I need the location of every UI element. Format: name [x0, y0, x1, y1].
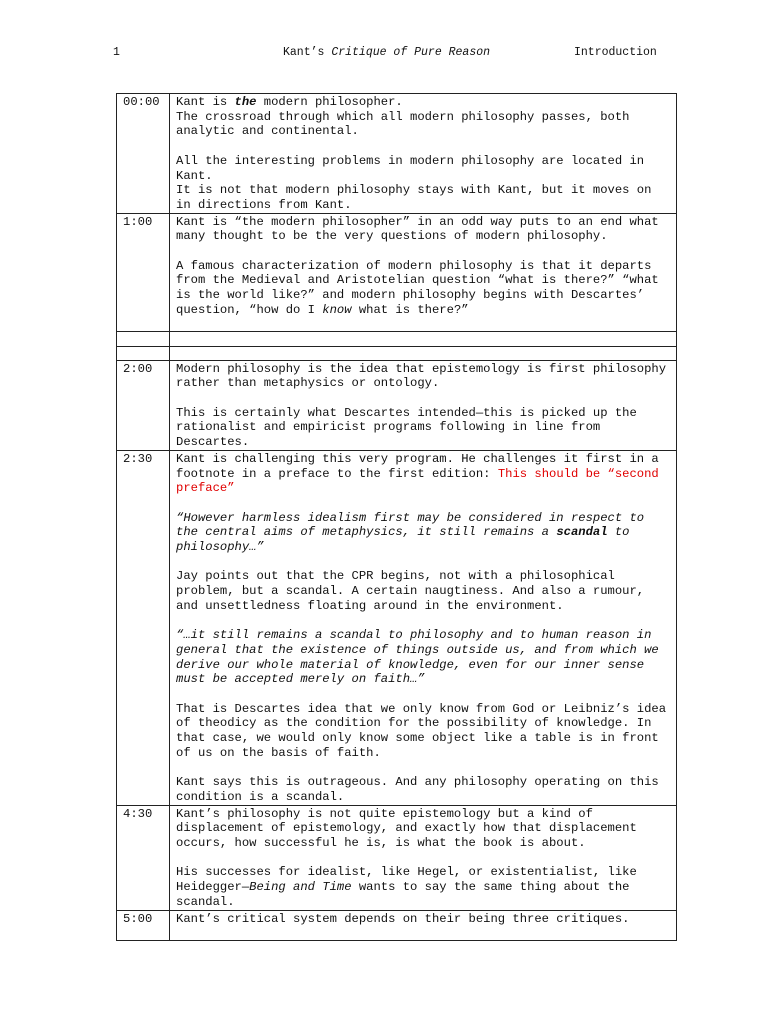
page-number: 1	[113, 46, 120, 59]
section-name: Introduction	[574, 46, 657, 59]
text-run: All the interesting problems in modern philosophy are located in Kant.	[176, 153, 645, 183]
table-row	[117, 450, 677, 805]
text-run: to philosophy…”	[176, 525, 630, 555]
text-run: His successes for idealist, like Hegel, or existentialist, like Heidegger—	[176, 865, 637, 895]
notes-cell	[170, 94, 677, 214]
text-run: Kant is challenging this very program. He challenges it first in a footnote in a preface to the first edition:	[176, 451, 659, 481]
empty-cell	[117, 346, 170, 360]
paragraph: That is Descartes idea that we only know from God or Leibniz’s idea of theodicy as the condition for the possibility of knowledge. In that case, we would only know some object like a table is in front of us on the basis of faith.	[176, 701, 667, 760]
timestamp: 2:00	[117, 360, 170, 450]
empty-row	[117, 331, 677, 346]
emphasis: scandal	[556, 525, 608, 540]
paragraph: Kant’s critical system depends on their being three critiques.	[176, 911, 630, 926]
text-run: modern philosopher.	[256, 95, 403, 109]
paragraph: Kant says this is outrageous. And any philosophy operating on this condition is a scandal.	[176, 775, 659, 804]
paragraph	[176, 865, 670, 909]
title-italic: Critique of Pure Reason	[331, 46, 491, 59]
paragraph: Kant’s philosophy is not quite epistemology but a kind of displacement of epistemology, and exactly how that displacement occurs, how successful he is, is what the book is about.	[176, 806, 637, 851]
page-header	[0, 45, 768, 61]
paragraph	[176, 259, 670, 318]
empty-row	[117, 346, 677, 360]
paragraph: Kant is “the modern philosopher” in an odd way puts to an end what many thought to be the very questions of modern philosophy.	[176, 214, 659, 244]
timestamp: 4:30	[117, 805, 170, 910]
text-run: wants to say the same thing about the scandal.	[176, 880, 630, 909]
paragraph: Modern philosophy is the idea that epistemology is first philosophy rather than metaphysics or ontology.	[176, 361, 667, 391]
empty-cell	[170, 331, 677, 346]
emphasis: know	[322, 302, 352, 317]
table-row	[117, 805, 677, 910]
notes-cell	[170, 450, 677, 805]
text-run: Kant is	[176, 95, 235, 109]
editor-comment: This should be “second preface”	[176, 466, 659, 496]
paragraph: This is certainly what Descartes intended—this is picked up the rationalist and empiricist programs following in line from Descartes.	[176, 405, 637, 450]
paragraph	[176, 452, 670, 496]
table-row	[117, 910, 677, 940]
quotation: “…it still remains a scandal to philosophy and to human reason in general that the existence of things outside us, and from which we derive our whole material of knowledge, even for our inner sense must be accepted merely on faith…”	[176, 628, 659, 687]
text-run: what is there?”	[351, 302, 469, 317]
timestamp: 00:00	[117, 94, 170, 214]
table-row	[117, 360, 677, 450]
text-run: A famous characterization of modern philosophy is that it departs from the Medieval and Aristotelian question “what is there?” “what is the world like?” and modern philosophy begins with Descartes’ question, “how do I	[176, 258, 659, 317]
notes-cell	[170, 910, 677, 940]
paragraph: Jay points out that the CPR begins, not with a philosophical problem, but a scandal. A certain naugtiness. And also a rumour, and unsettledness floating around in the environment.	[176, 569, 645, 613]
empty-cell	[117, 331, 170, 346]
document-title	[283, 45, 490, 61]
paragraph	[176, 95, 670, 139]
empty-cell	[170, 346, 677, 360]
timestamp: 2:30	[117, 450, 170, 805]
table-row	[117, 94, 677, 214]
paragraph	[176, 154, 670, 213]
quotation	[176, 511, 670, 555]
timestamp: 5:00	[117, 910, 170, 940]
notes-cell	[170, 360, 677, 450]
notes-table	[116, 93, 677, 941]
emphasis: the	[234, 95, 257, 109]
text-run: The crossroad through which all modern philosophy passes, both analytic and continental.	[176, 109, 630, 139]
title-prefix: Kant’s	[283, 46, 332, 59]
notes-cell	[170, 213, 677, 331]
text-run: It is not that modern philosophy stays with Kant, but it moves on in directions from Kant.	[176, 183, 652, 212]
timestamp: 1:00	[117, 213, 170, 331]
notes-cell	[170, 805, 677, 910]
text-run: “However harmless idealism first may be considered in respect to the central aims of metaphysics, it still remains a	[176, 510, 645, 540]
table-row	[117, 213, 677, 331]
emphasis: Being and Time	[249, 880, 352, 895]
